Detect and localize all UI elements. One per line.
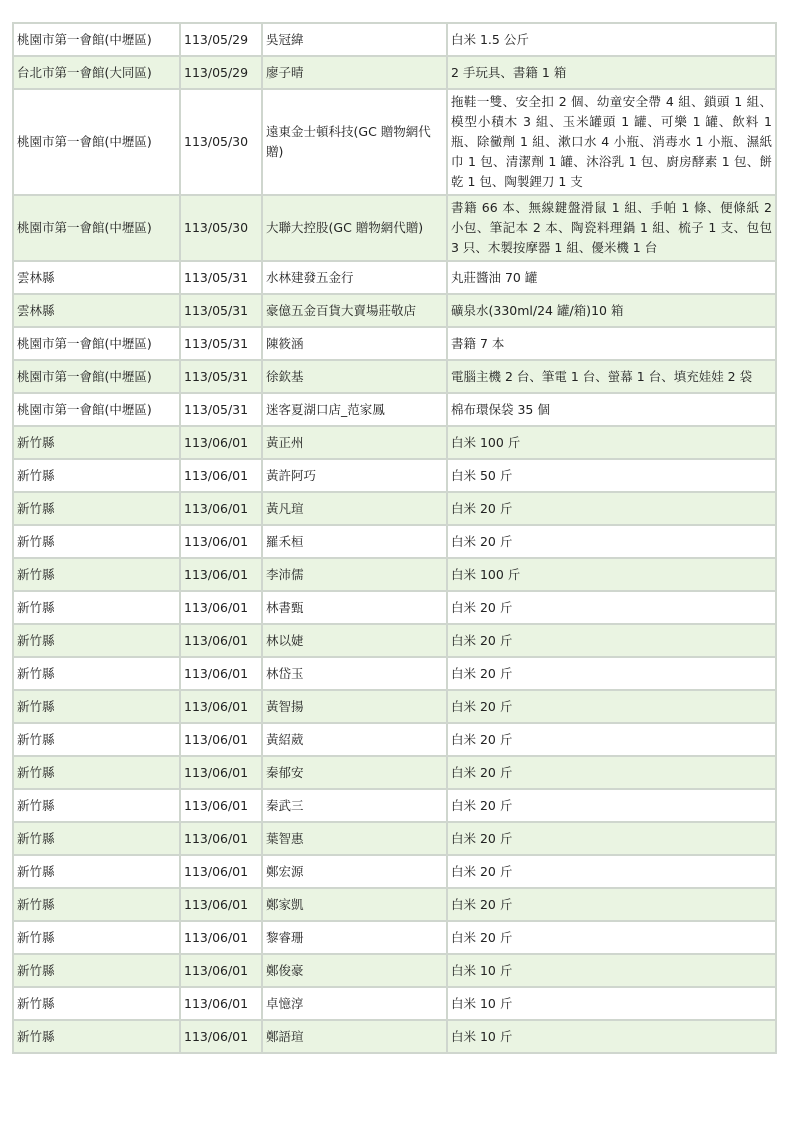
items-cell: 白米 20 斤 [447, 756, 776, 789]
table-row [13, 723, 776, 756]
date-cell: 113/06/01 [180, 624, 262, 657]
date-cell: 113/06/01 [180, 525, 262, 558]
date-cell: 113/06/01 [180, 591, 262, 624]
items-cell: 白米 20 斤 [447, 492, 776, 525]
donor-cell: 秦武三 [262, 789, 447, 822]
table-row [13, 459, 776, 492]
org-cell: 新竹縣 [13, 888, 180, 921]
items-cell: 白米 100 斤 [447, 426, 776, 459]
items-cell: 白米 20 斤 [447, 822, 776, 855]
date-cell: 113/06/01 [180, 756, 262, 789]
items-cell: 白米 20 斤 [447, 624, 776, 657]
date-cell: 113/05/31 [180, 327, 262, 360]
org-cell: 桃園市第一會館(中壢區) [13, 89, 180, 195]
table-row [13, 855, 776, 888]
donor-cell: 鄭俊豪 [262, 954, 447, 987]
donor-cell: 黎睿珊 [262, 921, 447, 954]
table-row [13, 360, 776, 393]
org-cell: 新竹縣 [13, 723, 180, 756]
date-cell: 113/06/01 [180, 723, 262, 756]
donor-cell: 葉智惠 [262, 822, 447, 855]
donor-cell: 水林建發五金行 [262, 261, 447, 294]
date-cell: 113/05/31 [180, 360, 262, 393]
items-cell: 電腦主機 2 台、筆電 1 台、螢幕 1 台、填充娃娃 2 袋 [447, 360, 776, 393]
table-row [13, 261, 776, 294]
items-cell: 白米 10 斤 [447, 1020, 776, 1053]
org-cell: 新竹縣 [13, 690, 180, 723]
donor-cell: 李沛儒 [262, 558, 447, 591]
date-cell: 113/06/01 [180, 558, 262, 591]
items-cell: 礦泉水(330ml/24 罐/箱)10 箱 [447, 294, 776, 327]
table-row [13, 426, 776, 459]
donor-cell: 秦郁安 [262, 756, 447, 789]
items-cell: 白米 10 斤 [447, 954, 776, 987]
table-row [13, 756, 776, 789]
org-cell: 新竹縣 [13, 657, 180, 690]
org-cell: 新竹縣 [13, 954, 180, 987]
org-cell: 桃園市第一會館(中壢區) [13, 393, 180, 426]
date-cell: 113/06/01 [180, 822, 262, 855]
org-cell: 新竹縣 [13, 558, 180, 591]
date-cell: 113/05/31 [180, 261, 262, 294]
org-cell: 新竹縣 [13, 921, 180, 954]
items-cell: 白米 20 斤 [447, 921, 776, 954]
table-row [13, 954, 776, 987]
table-row [13, 822, 776, 855]
donor-cell: 黃正州 [262, 426, 447, 459]
items-cell: 丸莊醬油 70 罐 [447, 261, 776, 294]
date-cell: 113/06/01 [180, 855, 262, 888]
table-row [13, 492, 776, 525]
date-cell: 113/06/01 [180, 492, 262, 525]
org-cell: 新竹縣 [13, 426, 180, 459]
date-cell: 113/06/01 [180, 954, 262, 987]
date-cell: 113/05/30 [180, 89, 262, 195]
donor-cell: 鄭家凱 [262, 888, 447, 921]
org-cell: 新竹縣 [13, 591, 180, 624]
table-row [13, 987, 776, 1020]
donor-cell: 鄭宏源 [262, 855, 447, 888]
table-row [13, 690, 776, 723]
table-row [13, 393, 776, 426]
items-cell: 白米 20 斤 [447, 789, 776, 822]
donor-cell: 黃許阿巧 [262, 459, 447, 492]
items-cell: 2 手玩具、書籍 1 箱 [447, 56, 776, 89]
donation-table-body [13, 23, 776, 1053]
org-cell: 新竹縣 [13, 525, 180, 558]
org-cell: 新竹縣 [13, 855, 180, 888]
donor-cell: 豪億五金百貨大賣場莊敬店 [262, 294, 447, 327]
org-cell: 雲林縣 [13, 261, 180, 294]
donor-cell: 卓憶淳 [262, 987, 447, 1020]
org-cell: 新竹縣 [13, 1020, 180, 1053]
date-cell: 113/06/01 [180, 426, 262, 459]
table-row [13, 294, 776, 327]
date-cell: 113/06/01 [180, 789, 262, 822]
org-cell: 新竹縣 [13, 459, 180, 492]
donor-cell: 徐欽基 [262, 360, 447, 393]
items-cell: 白米 10 斤 [447, 987, 776, 1020]
date-cell: 113/05/30 [180, 195, 262, 261]
table-row [13, 558, 776, 591]
donor-cell: 林以婕 [262, 624, 447, 657]
donor-cell: 大聯大控股(GC 贈物網代贈) [262, 195, 447, 261]
date-cell: 113/05/31 [180, 294, 262, 327]
org-cell: 新竹縣 [13, 987, 180, 1020]
items-cell: 棉布環保袋 35 個 [447, 393, 776, 426]
donor-cell: 林書甄 [262, 591, 447, 624]
org-cell: 桃園市第一會館(中壢區) [13, 327, 180, 360]
org-cell: 新竹縣 [13, 789, 180, 822]
table-row [13, 888, 776, 921]
date-cell: 113/06/01 [180, 657, 262, 690]
org-cell: 台北市第一會館(大同區) [13, 56, 180, 89]
table-row [13, 525, 776, 558]
items-cell: 書籍 66 本、無線鍵盤滑鼠 1 組、手帕 1 條、便條紙 2 小包、筆記本 2 本、陶瓷料理鍋 1 組、梳子 1 支、包包 3 只、木製按摩器 1 組、優米機 1 台 [447, 195, 776, 261]
table-row [13, 195, 776, 261]
donor-cell: 廖子晴 [262, 56, 447, 89]
org-cell: 桃園市第一會館(中壢區) [13, 360, 180, 393]
items-cell: 白米 20 斤 [447, 690, 776, 723]
donor-cell: 吳冠緯 [262, 23, 447, 56]
table-row [13, 89, 776, 195]
donor-cell: 鄭語瑄 [262, 1020, 447, 1053]
items-cell: 白米 1.5 公斤 [447, 23, 776, 56]
table-row [13, 657, 776, 690]
items-cell: 白米 20 斤 [447, 591, 776, 624]
items-cell: 白米 20 斤 [447, 855, 776, 888]
items-cell: 白米 20 斤 [447, 525, 776, 558]
items-cell: 白米 50 斤 [447, 459, 776, 492]
org-cell: 桃園市第一會館(中壢區) [13, 195, 180, 261]
date-cell: 113/06/01 [180, 888, 262, 921]
org-cell: 新竹縣 [13, 492, 180, 525]
donor-cell: 遠東金士頓科技(GC 贈物網代贈) [262, 89, 447, 195]
items-cell: 書籍 7 本 [447, 327, 776, 360]
org-cell: 新竹縣 [13, 624, 180, 657]
table-row [13, 789, 776, 822]
org-cell: 桃園市第一會館(中壢區) [13, 23, 180, 56]
donation-table [12, 22, 777, 1054]
donor-cell: 羅禾桓 [262, 525, 447, 558]
table-row [13, 327, 776, 360]
date-cell: 113/05/29 [180, 56, 262, 89]
items-cell: 拖鞋一雙、安全扣 2 個、幼童安全帶 4 組、鎖頭 1 組、模型小積木 3 組、玉米罐頭 1 罐、可樂 1 罐、飲料 1 瓶、除黴劑 1 組、漱口水 4 小瓶、消毒水 1 小瓶、濕紙巾 1 包、清潔劑 1 罐、沐浴乳 1 包、廚房酵素 1 包、餅乾 1 包、陶製鋰刀 1 支 [447, 89, 776, 195]
donation-table-container [12, 22, 775, 1054]
items-cell: 白米 20 斤 [447, 888, 776, 921]
table-row [13, 591, 776, 624]
date-cell: 113/06/01 [180, 690, 262, 723]
donor-cell: 黃智揚 [262, 690, 447, 723]
items-cell: 白米 20 斤 [447, 657, 776, 690]
org-cell: 雲林縣 [13, 294, 180, 327]
table-row [13, 23, 776, 56]
donor-cell: 黃紹葳 [262, 723, 447, 756]
date-cell: 113/05/31 [180, 393, 262, 426]
date-cell: 113/05/29 [180, 23, 262, 56]
table-row [13, 624, 776, 657]
donor-cell: 黃凡瑄 [262, 492, 447, 525]
org-cell: 新竹縣 [13, 822, 180, 855]
date-cell: 113/06/01 [180, 459, 262, 492]
date-cell: 113/06/01 [180, 921, 262, 954]
donor-cell: 林岱玉 [262, 657, 447, 690]
items-cell: 白米 100 斤 [447, 558, 776, 591]
items-cell: 白米 20 斤 [447, 723, 776, 756]
table-row [13, 921, 776, 954]
table-row [13, 1020, 776, 1053]
org-cell: 新竹縣 [13, 756, 180, 789]
donor-cell: 迷客夏湖口店_范家鳳 [262, 393, 447, 426]
donor-cell: 陳筱涵 [262, 327, 447, 360]
date-cell: 113/06/01 [180, 987, 262, 1020]
table-row [13, 56, 776, 89]
date-cell: 113/06/01 [180, 1020, 262, 1053]
